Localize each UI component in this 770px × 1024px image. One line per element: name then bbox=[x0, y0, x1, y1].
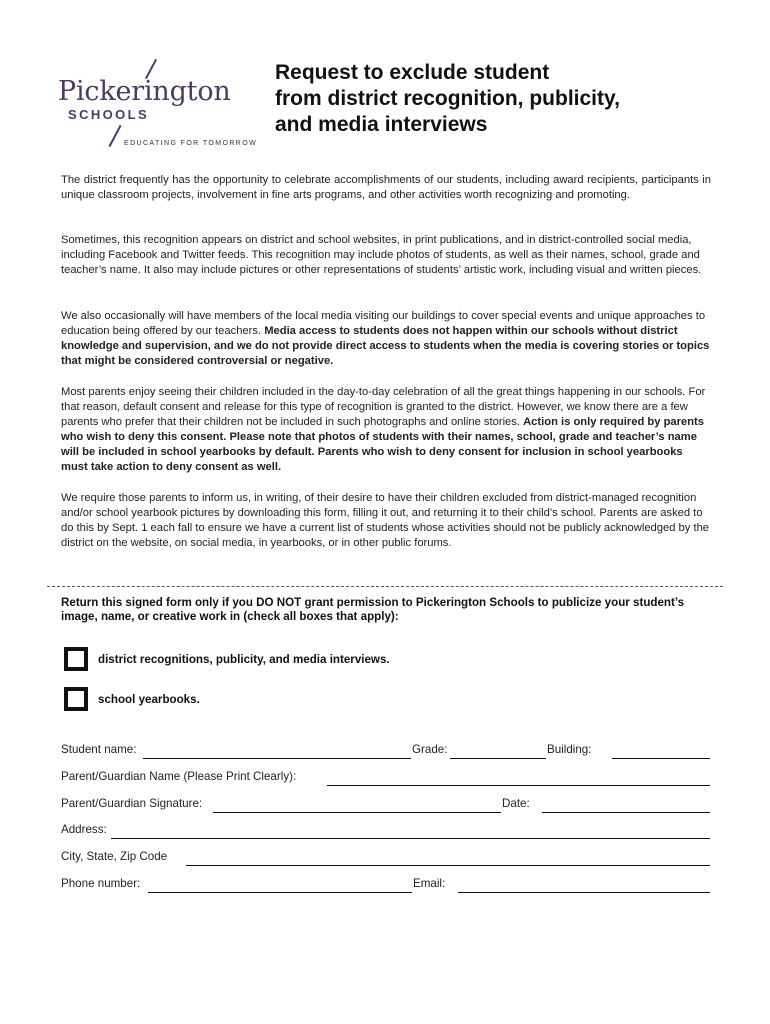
field-city-state-zip[interactable] bbox=[186, 865, 710, 866]
paragraph-consent-normal: Most parents enjoy seeing their children included in the day-to-day celebration of all the great things happening in our schools. For that reason, default consent and release for this type of recognition is granted to the district. However, we know there are a few parents who prefer that their children not be included in such photographs and online stories. bbox=[61, 386, 706, 428]
logo-wordmark: Pickerington bbox=[58, 76, 231, 107]
checkbox-row-yearbooks[interactable] bbox=[64, 686, 200, 712]
paragraph-media-text bbox=[61, 309, 711, 369]
paragraph-media-bold: Media access to students does not happen within our schools without district knowledge and supervision, and we do not provide direct access to students when the media is covering stories or topics that might be considered controversial or negative. bbox=[61, 325, 710, 367]
page-title bbox=[275, 60, 695, 138]
title-line-2: from district recognition, publicity, bbox=[275, 87, 620, 110]
paragraph-consent bbox=[61, 385, 711, 475]
label-student-name: Student name: bbox=[61, 743, 137, 756]
label-date: Date: bbox=[502, 797, 530, 810]
row-phone-email bbox=[61, 877, 711, 893]
title-line-1: Request to exclude student bbox=[275, 61, 550, 84]
paragraph-requirement-text: We require those parents to inform us, in writing, of their desire to have their children excluded from district-managed recognition and/or school yearbook pictures by downloading this form, filling it out, and returning it to their child’s school. Parents are asked to do this by Sept. 1 each fall to ensure we have a current list of students whose activities should not be publicly acknowledged by the district on the website, on social media, in yearbooks, or in other public forums. bbox=[61, 492, 710, 549]
label-city-state-zip: City, State, Zip Code bbox=[61, 850, 168, 863]
paragraph-consent-text bbox=[61, 385, 711, 475]
field-building[interactable] bbox=[612, 758, 710, 759]
checkbox-yearbooks[interactable] bbox=[64, 687, 88, 711]
checkbox-label-yearbooks: school yearbooks. bbox=[98, 692, 200, 706]
label-email: Email: bbox=[413, 877, 446, 890]
field-grade[interactable] bbox=[450, 758, 546, 759]
field-parent-name[interactable] bbox=[327, 785, 710, 786]
logo-schools: SCHOOLS bbox=[68, 107, 150, 122]
dashed-divider bbox=[47, 586, 723, 587]
row-student-grade-building bbox=[61, 743, 711, 759]
paragraph-media bbox=[61, 309, 711, 369]
field-date[interactable] bbox=[542, 812, 710, 813]
return-instruction: Return this signed form only if you DO NOT grant permission to Pickerington Schools to publicize your student’s image, name, or creative work in (check all boxes that apply): bbox=[61, 596, 685, 623]
district-logo bbox=[58, 58, 268, 158]
paragraph-requirement bbox=[61, 491, 711, 551]
paragraph-recognition bbox=[61, 233, 711, 278]
row-parent-name bbox=[61, 770, 711, 786]
paragraph-intro bbox=[61, 173, 711, 203]
row-signature-date bbox=[61, 797, 711, 813]
paragraph-consent-bold: Action is only required by parents who wish to deny this consent. Please note that photos of students with their names, school, grade and teacher’s name will be included in school yearbooks by default. Parents who wish to deny consent for inclusion in school yearbooks must take action to deny consent as well. bbox=[61, 416, 704, 473]
label-address: Address: bbox=[61, 823, 107, 836]
field-signature[interactable] bbox=[213, 812, 501, 813]
title-line-3: and media interviews bbox=[275, 113, 488, 136]
paragraph-media-normal: We also occasionally will have members of the local media visiting our buildings to cover special events and unique approaches to education being offered by our teachers. bbox=[61, 310, 706, 337]
checkbox-row-recognition[interactable] bbox=[64, 646, 390, 672]
paragraph-intro-text: The district frequently has the opportunity to celebrate accomplishments of our students, including award recipients, participants in unique classroom projects, involvement in fine arts programs, and other activities worth recognizing and promoting. bbox=[61, 174, 711, 201]
row-address bbox=[61, 823, 711, 839]
label-signature: Parent/Guardian Signature: bbox=[61, 797, 203, 810]
checkbox-recognition[interactable] bbox=[64, 647, 88, 671]
label-phone: Phone number: bbox=[61, 877, 141, 890]
label-grade: Grade: bbox=[412, 743, 448, 756]
checkbox-label-recognition: district recognitions, publicity, and media interviews. bbox=[98, 652, 390, 666]
field-student-name[interactable] bbox=[143, 758, 411, 759]
label-parent-name: Parent/Guardian Name (Please Print Clearly): bbox=[61, 770, 297, 783]
logo-tagline: EDUCATING FOR TOMORROW bbox=[124, 140, 258, 147]
field-address[interactable] bbox=[111, 838, 710, 839]
field-phone[interactable] bbox=[148, 892, 412, 893]
logo-slash-bottom bbox=[108, 125, 121, 147]
paragraph-recognition-text: Sometimes, this recognition appears on district and school websites, in print publications, and in district-controlled social media, including Facebook and Twitter feeds. This recognition may include photos of students, as well as their names, school, grade and teacher’s name. It also may include pictures or other representations of students’ artistic work, including visual and written pieces. bbox=[61, 234, 702, 276]
field-email[interactable] bbox=[458, 892, 710, 893]
label-building: Building: bbox=[547, 743, 592, 756]
row-city-state-zip bbox=[61, 850, 711, 866]
